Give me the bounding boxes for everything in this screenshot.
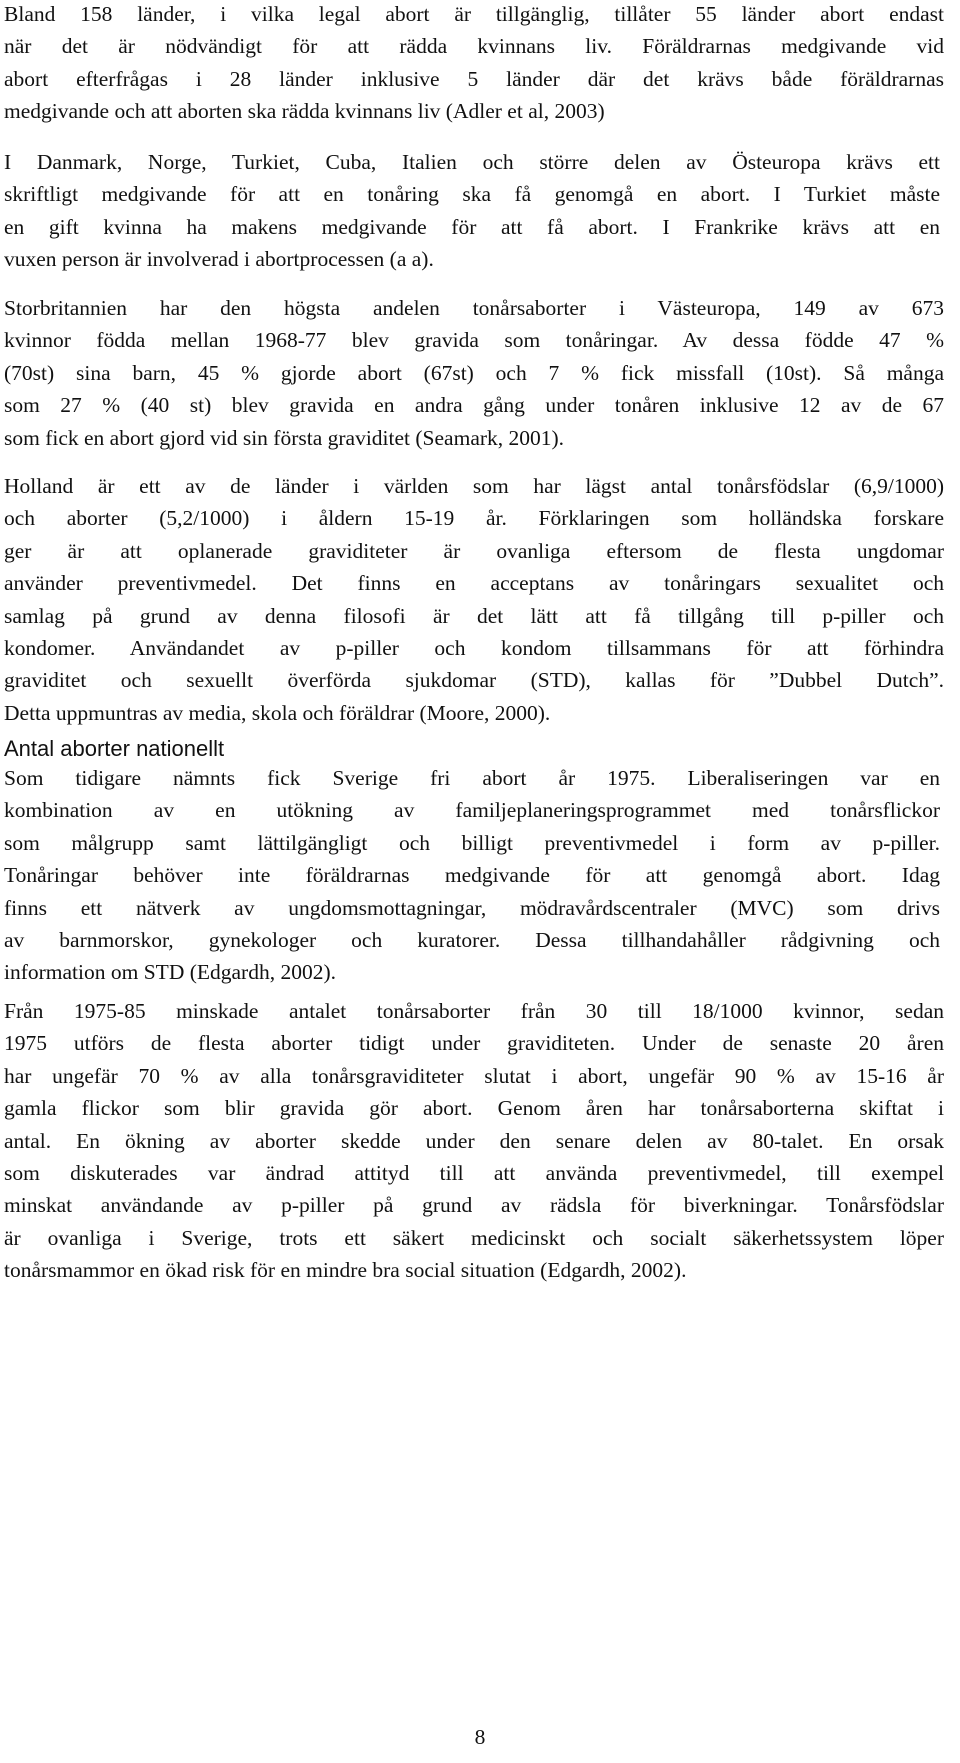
text-line: en gift kvinna ha makens medgivande för att få abort. I Frankrike krävs att en xyxy=(4,214,940,239)
paragraph xyxy=(4,146,940,276)
text-line: minskat användande av p-piller på grund av rädsla för biverkningar. Tonårsfödslar xyxy=(4,1193,944,1218)
paragraph xyxy=(4,762,940,989)
text-line: Storbritannien har den högsta andelen tonårsaborter i Västeuropa, 149 av 673 xyxy=(4,296,944,320)
text-line: Som tidigare nämnts fick Sverige fri abort år 1975. Liberaliseringen var en xyxy=(4,766,940,790)
text-line: som diskuterades var ändrad attityd till att använda preventivmedel, till exempel xyxy=(4,1161,944,1186)
text-line: skriftligt medgivande för att en tonåring ska få genomgå en abort. I Turkiet måste xyxy=(4,182,940,207)
text-line: som 27 % (40 st) blev gravida en andra gång under tonåren inklusive 12 av de 67 xyxy=(4,393,944,418)
text-line: (70st) sina barn, 45 % gjorde abort (67st) och 7 % fick missfall (10st). Så många xyxy=(4,360,944,385)
text-line: Holland är ett av de länder i världen som har lägst antal tonårsfödslar (6,9/1000) xyxy=(4,474,944,498)
paragraph xyxy=(4,0,944,128)
text-line: vuxen person är involverad i abortprocessen (a a). xyxy=(4,247,434,272)
text-line: antal. En ökning av aborter skedde under den senare delen av 80-talet. En orsak xyxy=(4,1128,944,1153)
text-line: finns ett nätverk av ungdomsmottagningar, mödravårdscentraler (MVC) som drivs xyxy=(4,895,940,920)
paragraph xyxy=(4,292,944,454)
text-line: är ovanliga i Sverige, trots ett säkert medicinskt och socialt säkerhetssystem löper xyxy=(4,1225,944,1250)
section-heading: Antal aborter nationellt xyxy=(4,736,225,761)
text-line: medgivande och att aborten ska rädda kvinnans liv (Adler et al, 2003) xyxy=(4,99,605,124)
paragraph xyxy=(4,995,944,1287)
paragraph xyxy=(4,470,944,729)
text-line: gamla flickor som blir gravida gör abort. Genom åren har tonårsaborterna skiftat i xyxy=(4,1096,944,1121)
text-line: när det är nödvändigt för att rädda kvinnans liv. Föräldrarnas medgivande vid xyxy=(4,34,944,59)
text-line: och aborter (5,2/1000) i åldern 15-19 år. Förklaringen som holländska forskare xyxy=(4,506,944,531)
text-line: använder preventivmedel. Det finns en acceptans av tonåringars sexualitet och xyxy=(4,571,944,596)
text-line: Bland 158 länder, i vilka legal abort är tillgänglig, tillåter 55 länder abort endast xyxy=(4,2,944,26)
text-line: ger är att oplanerade graviditeter är ovanliga eftersom de flesta ungdomar xyxy=(4,538,944,563)
text-line: graviditet och sexuellt överförda sjukdomar (STD), kallas för ”Dubbel Dutch”. xyxy=(4,668,944,693)
text-line: kvinnor födda mellan 1968-77 blev gravida som tonåringar. Av dessa födde 47 % xyxy=(4,328,944,353)
text-line: kondomer. Användandet av p-piller och kondom tillsammans för att förhindra xyxy=(4,636,944,661)
text-line: I Danmark, Norge, Turkiet, Cuba, Italien och större delen av Östeuropa krävs ett xyxy=(4,150,940,174)
text-line: Tonåringar behöver inte föräldrarnas medgivande för att genomgå abort. Idag xyxy=(4,863,940,888)
text-line: har ungefär 70 % av alla tonårsgraviditeter slutat i abort, ungefär 90 % av 15-16 år xyxy=(4,1063,944,1088)
text-line: samlag på grund av denna filosofi är det lätt att få tillgång till p-piller och xyxy=(4,603,944,628)
text-line: information om STD (Edgardh, 2002). xyxy=(4,960,337,985)
text-line: som målgrupp samt lättilgängligt och billigt preventivmedel i form av p-piller. xyxy=(4,830,940,855)
text-line: kombination av en utökning av familjeplaneringsprogrammet med tonårsflickor xyxy=(4,798,940,823)
text-line: av barnmorskor, gynekologer och kuratorer. Dessa tillhandahåller rådgivning och xyxy=(4,928,940,953)
text-line: som fick en abort gjord vid sin första graviditet (Seamark, 2001). xyxy=(4,425,565,450)
page-number: 8 xyxy=(474,1725,486,1749)
text-line: 1975 utförs de flesta aborter tidigt under graviditeten. Under de senaste 20 åren xyxy=(4,1031,944,1056)
text-line: abort efterfrågas i 28 länder inklusive 5 länder där det krävs både föräldrarnas xyxy=(4,66,944,91)
text-line: Från 1975-85 minskade antalet tonårsaborter från 30 till 18/1000 kvinnor, sedan xyxy=(4,999,944,1023)
text-line: tonårsmammor en ökad risk för en mindre bra social situation (Edgardh, 2002). xyxy=(4,1258,687,1283)
text-line: Detta uppmuntras av media, skola och föräldrar (Moore, 2000). xyxy=(4,700,551,725)
